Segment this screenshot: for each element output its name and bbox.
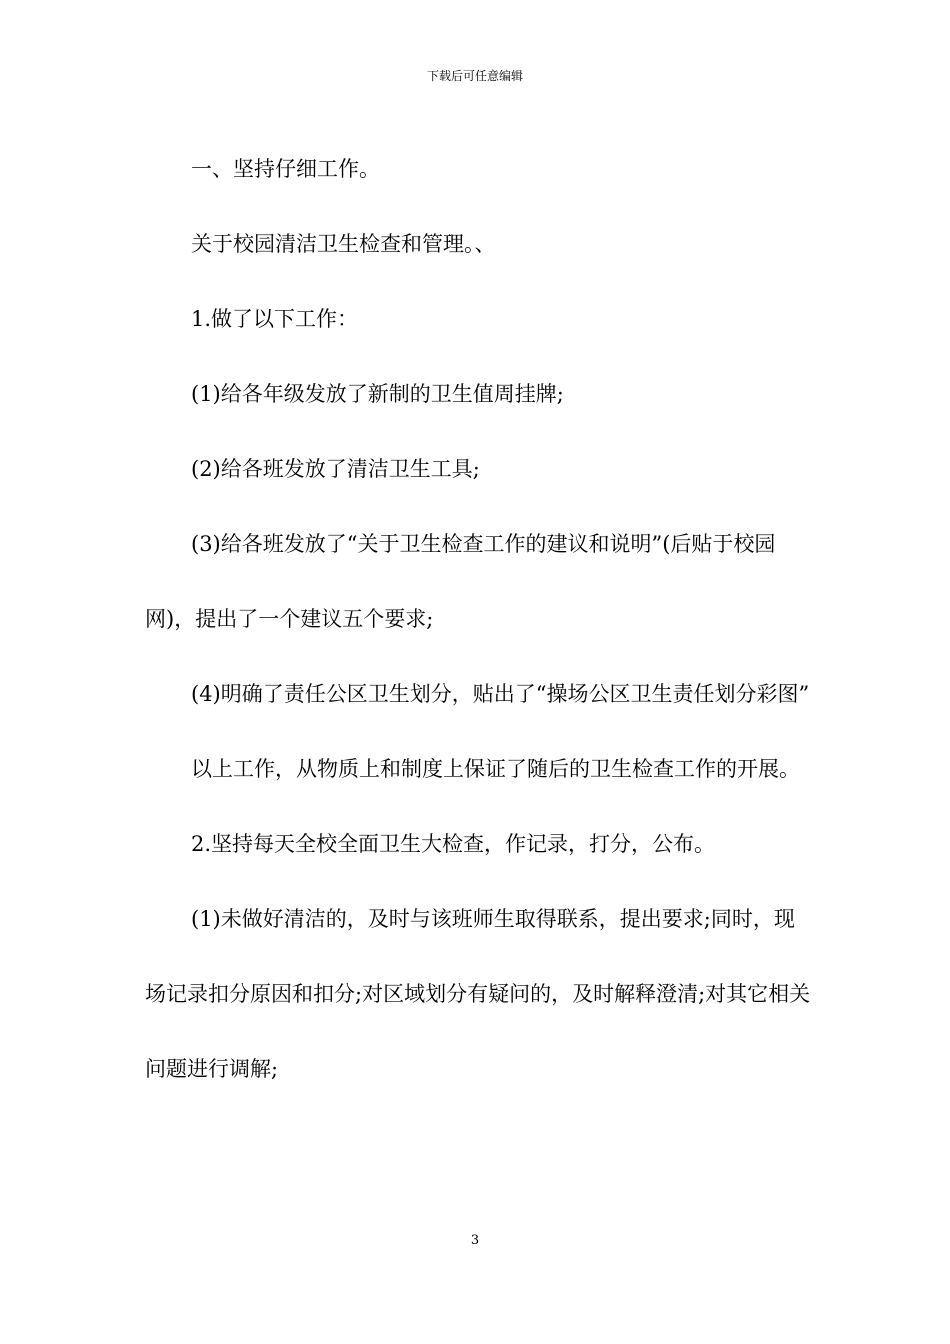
list-item: (1)未做好清洁的，及时与该班师生取得联系，提出要求;同时，现场记录扣分原因和扣分;对区域划分有疑问的，及时解释澄清;对其它相关问题进行调解; [145,907,811,1081]
heading-paragraph: 一、坚持仔细工作。 [191,157,380,181]
page-header-note: 下载后可任意编辑 [426,69,523,83]
list-item: (2)给各班发放了清洁卫生工具; [191,457,480,481]
list-item: (4)明确了责任公区卫生划分，贴出了“操场公区卫生责任划分彩图” [191,682,810,706]
paragraph: 以上工作，从物质上和制度上保证了随后的卫生检查工作的开展。 [191,757,800,781]
document-body [145,132,815,1107]
list-item: (1)给各年级发放了新制的卫生值周挂牌; [191,382,564,406]
paragraph: 关于校园清洁卫生检查和管理。、 [191,232,496,256]
paragraph: 2.坚持每天全校全面卫生大检查，作记录，打分，公布。 [191,832,716,856]
paragraph: 1.做了以下工作： [191,307,359,331]
page-number: 3 [470,1233,480,1248]
list-item: (3)给各班发放了“关于卫生检查工作的建议和说明”(后贴于校园网)，提出了一个建议五个要求; [145,532,776,631]
